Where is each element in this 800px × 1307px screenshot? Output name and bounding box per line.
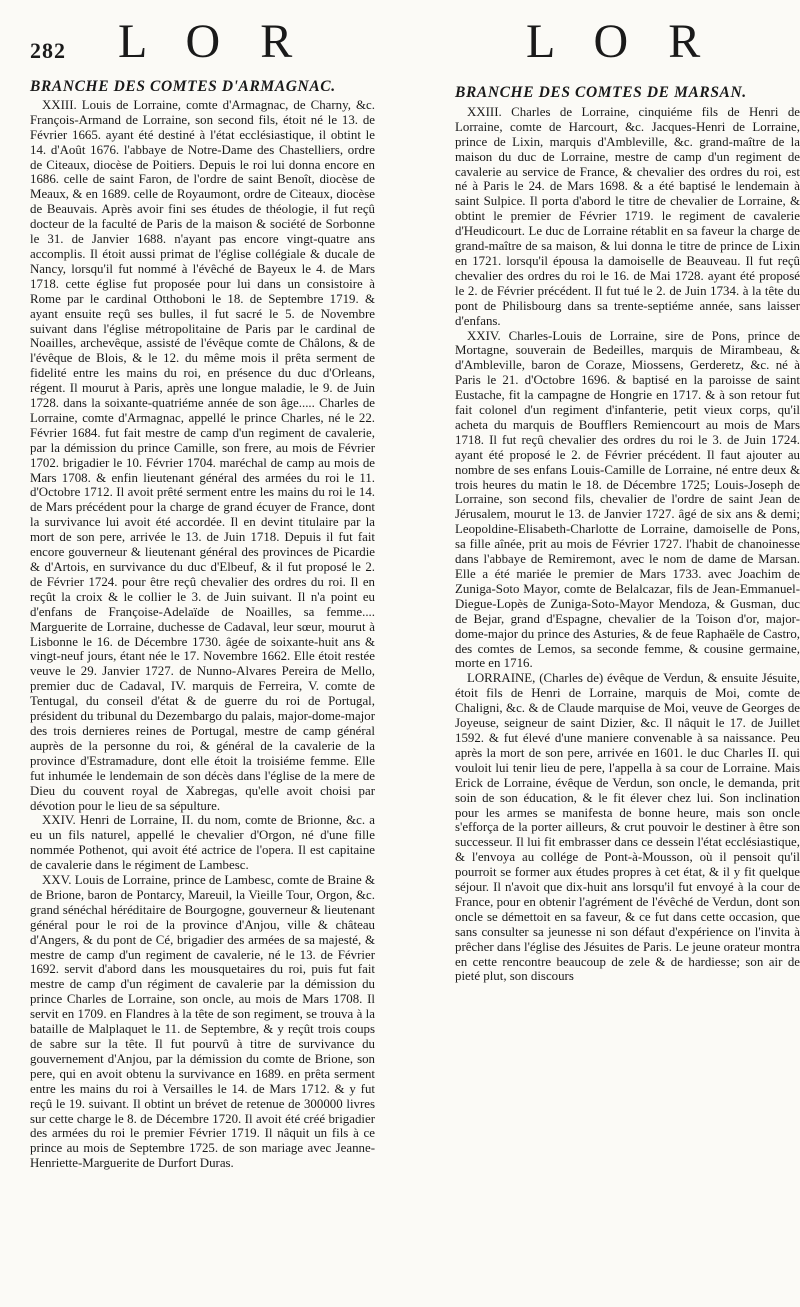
section-heading-marsan: BRANCHE DES COMTES DE MARSAN.	[455, 84, 747, 101]
right-column	[455, 80, 800, 984]
section-heading-armagnac: BRANCHE DES COMTES D'ARMAGNAC.	[30, 78, 336, 95]
left-column	[30, 78, 375, 1171]
running-head-left: L O R	[118, 15, 307, 68]
paragraph: LORRAINE, (Charles de) évêque de Verdun, & ensuite Jésuite, étoit fils de Henri de Lorraine, marquis de Moi, comte de Chaligni, &c. & de Claude marquise de Moi, veuve de Georges de Joyeuse, seigneur de saint Dizier, &c. Il nâquit le 17. de Juillet 1592. & fut élevé d'une maniere convenable à sa naissance. Peu après la mort de son pere, arrivée en 1601. le duc Charles II. qui vouloit lui tenir lieu de pere, l'appella à sa cour de Lorraine. Mais Erick de Lorraine, évêque de Verdun, son oncle, le demanda, prit soin de son éducation, & le fit élever chez lui. Son inclination pour les armes se manifesta de bonne heure, mais son oncle s'efforça de la porter ailleurs, & crut pouvoir le destiner à être son successeur. Il lui fit embrasser dans ce dessein l'état ecclésiastique, & l'envoya au collége de Pont-à-Mousson, où il pensoit qu'il pourroit se former aux études propres à cet état, & il y fit quelque séjour. Il n'avoit que dix-huit ans lorsqu'il fut envoyé à la cour de France, pour en obtenir l'agrément de l'évêché de Verdun, dont son oncle se démettoit en sa faveur, & ce fut dans cette occasion, que sans consulter sa jeunesse ni son défaut d'expérience on l'invita à prêcher dans l'église des Jésuites de Paris. Le jeune orateur montra en cette rencontre beaucoup de zele & de hardiesse; son air de pieté plut, son discours	[455, 671, 800, 984]
paragraph: XXIII. Louis de Lorraine, comte d'Armagnac, de Charny, &c. François-Armand de Lorraine, son second fils, étoit né le 13. de Février 1665. ayant été destiné à l'état ecclésiastique, il obtint le 14. d'Août 1676. l'abbaye de Notre-Dame des Chastelliers, ordre de Citeaux, diocèse de Poitiers. Depuis le roi lui donna encore en 1686. celle de saint Faron, de l'ordre de saint Benoît, diocèse de Meaux, & en 1689. celle de Royaumont, ordre de Citeaux, diocèse de Beauvais. Après avoir fini ses études de théologie, il fut reçû docteur de la faculté de Paris de la maison & société de Sorbonne le 31. de Janvier 1688. n'ayant pas encore vingt-quatre ans accomplis. Il étoit aussi primat de l'église collégiale & ducale de Nancy, lorsqu'il fut nommé à l'évêché de Bayeux le 4. de Mars 1718. cette église fut proposée pour lui dans un consistoire à Rome par le cardinal Otthoboni le 18. de Septembre 1719. & ayant ensuite reçû ses bulles, il fut sacré le 5. de Novembre suivant dans l'église métropolitaine de Paris par le cardinal de Noailles, archevêque, assisté de l'évêque comte de Châlons, & de l'évêque de Blois, & le 12. du même mois il prêta serment de fidelité entre les mains du roi, en présence du duc d'Orleans, régent. Il mourut à Paris, après une longue maladie, le 9. de Juin 1728. dans la soixante-quatriéme année de son âge..... Charles de Lorraine, comte d'Armagnac, appellé le prince Charles, né le 22. Février 1684. fut fait mestre de camp d'un regiment de cavalerie, par la démission du prince Camille, son frere, au mois de Février 1702. brigadier le 10. Février 1704. maréchal de camp au mois de Mars 1708. & enfin lieutenant général des armées du roi le 11. d'Octobre 1712. Il avoit prêté serment entre les mains du roi le 14. de Mars précédent pour la charge de grand écuyer de France, dont la survivance lui avoit été accordée. Il en devint titulaire par la mort de son pere, arrivée le 13. de Juin 1718. Depuis il fut fait encore gouverneur & lieutenant général des provinces de Picardie & d'Artois, en survivance du duc d'Elbeuf, & il fut proposé le 2. de Février 1724. pour être reçû chevalier des ordres du roi. Il en reçût la croix & le collier le 3. de Juin suivant. Il n'a point eu d'enfans de Françoise-Adelaïde de Noailles, sa femme.... Marguerite de Lorraine, duchesse de Cadaval, leur sœur, mourut à Lisbonne le 16. de Décembre 1730. âgée de soixante-huit ans & vingt-neuf jours, étant née le 17. Novembre 1662. Elle étoit restée veuve le 29. Janvier 1727. de Nunno-Alvares Pereira de Mello, premier duc de Cadaval, IV. marquis de Ferreira, V. comte de Tentugal, du conseil d'état & de guerre du roi de Portugal, président du tribunal du Dezembargo du palais, major-dome-major des trois dernieres reines de Portugal, mestre de camp général auprès de la personne du roi, & général de la cavalerie de la province d'Estramadure, dont elle étoit la troisiéme femme. Elle fut inhumée le lendemain de son décès dans l'église de la mere de Dieu du couvent royal de Xabregas, qu'elle avoit choisi par dévotion pour le lieu de sa sépulture.	[30, 97, 375, 813]
page-number: 282	[30, 38, 66, 63]
page-header	[0, 8, 800, 68]
paragraph: XXV. Louis de Lorraine, prince de Lambesc, comte de Braine & de Brione, baron de Pontarcy, Mareuil, la Vieille Tour, Orgon, &c. grand sénéchal héréditaire de Bourgogne, gouverneur & lieutenant général pour le roi de la province d'Anjou, ville & château d'Angers, & du pont de Cé, brigadier des armées de sa majesté, & mestre de camp d'un regiment de cavalerie, né le 13. de Février 1692. servit d'abord dans les mousquetaires du roi, puis fut fait mestre de camp d'un régiment de cavalerie par la démission du prince Charles de Lorraine, son oncle, au mois de Mars 1708. Il servit en 1709. en Flandres à la tête de son regiment, se trouva à la bataille de Malplaquet le 11. de Septembre, & y reçût trois coups de sabre sur la tête. Il fut pourvû à titre de survivance du gouvernement d'Anjou, par la démission du comte de Brione, son pere, qui en avoit obtenu la survivance en 1689. en prêta serment entre les mains du roi à Versailles le 14. de Mars 1712. & y fut reçû le 19. suivant. Il obtint un brévet de retenue de 300000 livres sur cette charge le 8. de Décembre 1720. Il avoit été créé brigadier des armées du roi le premier Février 1719. Il nâquit un fils à ce prince au mois de Septembre 1725. de son mariage avec Jeanne-Henriette-Marguerite de Durfort Duras.	[30, 873, 376, 1171]
paragraph: XXIII. Charles de Lorraine, cinquiéme fils de Henri de Lorraine, comte de Harcourt, &c. Jacques-Henri de Lorraine, prince de Lixin, marquis d'Ambleville, &c. grand-maître de la maison du duc de Lorraine, mestre de camp d'un regiment de cavalerie au service de France, & chevalier des ordres du roi, est né à Paris le 24. de Mars 1698. & a été baptisé le lendemain à saint Sulpice. Il porta d'abord le titre de chevalier de Lorraine, & obtint le premier de Février 1719. le regiment de cavalerie d'Heudicourt. Le duc de Lorraine rétablit en sa faveur la charge de grand-maître de sa maison, & lui donna le titre de prince de Lixin en 1721. lorsqu'il épousa la damoiselle de Beauveau. Il fut reçû chevalier des ordres du roi le 16. de Mai 1728. ayant été proposé le 2. de Février précédent. Il fut tué le 2. de Juin 1734. à la tête du pont de Philisbourg dans sa trente-septiéme année, sans laisser d'enfans.	[455, 104, 800, 328]
paragraph: XXIV. Charles-Louis de Lorraine, sire de Pons, prince de Mortagne, souverain de Bedeilles, marquis de Mirambeau, & d'Ambleville, baron de Coraze, Miossens, Gerderetz, &c. né à Paris le 21. d'Octobre 1696. & baptisé en la paroisse de saint Eustache, fit la campagne de Hongrie en 1717. & à son retour fut fait colonel d'un regiment d'infanterie, petit vieux corps, qu'il acheta du marquis de Boufflers Remiencourt au mois de Mars 1718. Il fut reçû chevalier des ordres du roi le 3. de Juin 1724. ayant été proposé le 2. de Février précédent. Il faut ajouter au nombre de ses enfans Louis-Camille de Lorraine, né entre deux & trois heures du matin le 18. de Décembre 1725; Louis-Joseph de Lorraine, son second fils, chevalier de l'ordre de saint Jean de Jérusalem, mourut le 13. de Janvier 1727. âgé de six ans & demi; Leopoldine-Elisabeth-Charlotte de Lorraine, damoiselle de Pons, sa fille aînée, prit au mois de Février 1727. l'habit de chanoinesse dans l'abbaye de Remiremont, avec le nom de dame de Marsan. Elle a été mariée le premier de Mars 1733. avec Joachim de Zuniga-Soto Mayor, comte de Belalcazar, fils de Jean-Emmanuel-Diegue-Lopès de Zuniga-Soto-Mayor Mendoza, & Gusman, duc de Bejar, grand d'Espagne, chevalier de la Toison d'or, major-dome-major du prince des Asturies, & de feue Raphaële de Castro, des comtes de Lemos, sa seconde femme, & cousine germaine, morte en 1716.	[455, 328, 800, 671]
paragraph: XXIV. Henri de Lorraine, II. du nom, comte de Brionne, &c. a eu un fils naturel, appellé le chevalier d'Orgon, né d'une fille nommée Pothenot, qui avoit été actrice de l'opera. Il est capitaine de cavalerie dans le régiment de Lambesc.	[30, 813, 375, 873]
running-head-right: L O R	[526, 15, 715, 68]
